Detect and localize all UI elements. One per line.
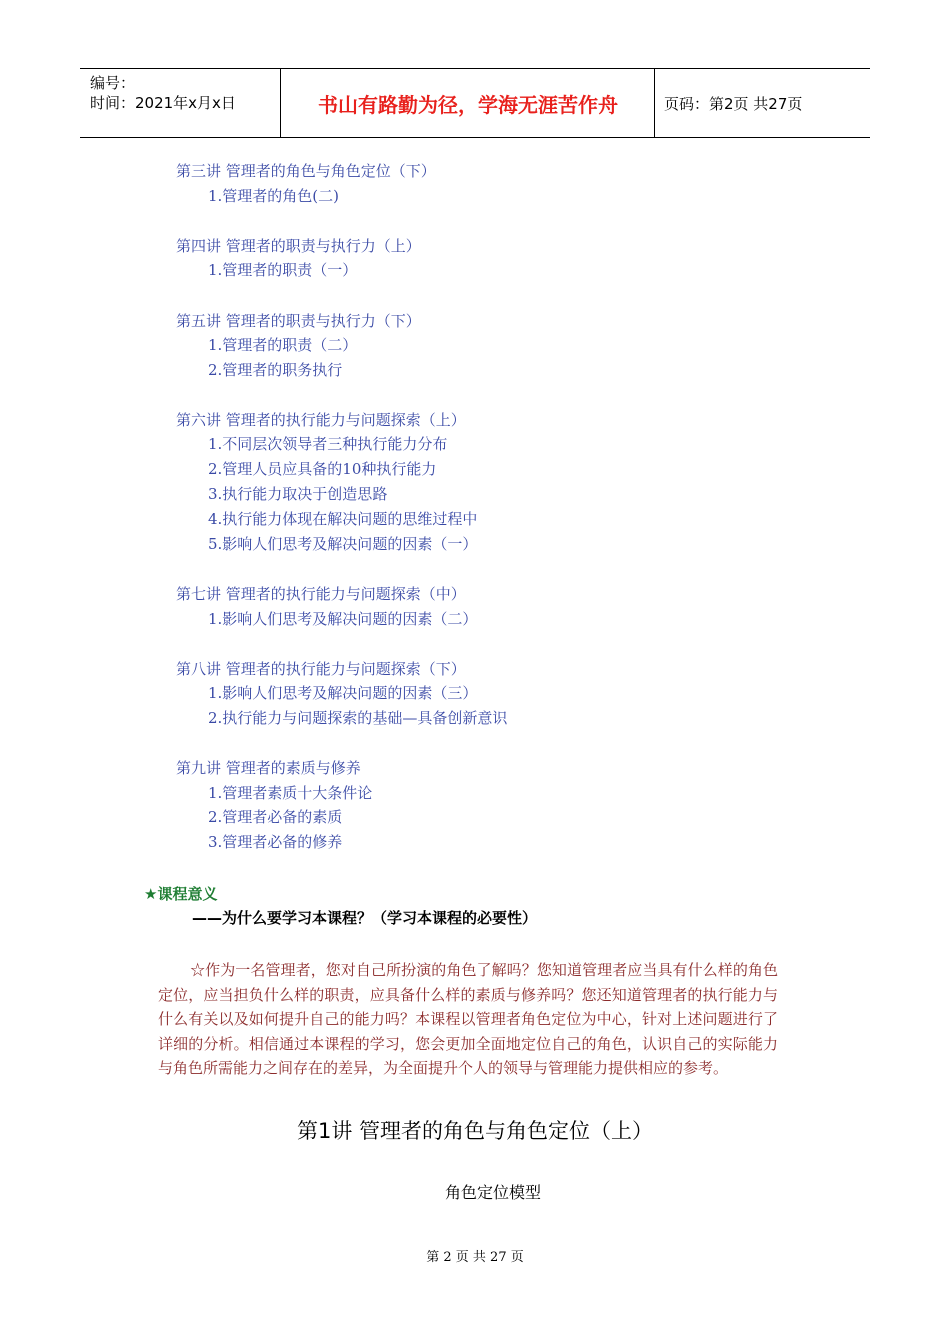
- lecture-item: 1.影响人们思考及解决问题的因素（二）: [208, 610, 478, 628]
- lecture-heading: 第三讲 管理者的角色与角色定位（下）: [176, 162, 436, 180]
- number-label: 编号：: [90, 74, 136, 92]
- significance-text: ☆作为一名管理者，您对自己所扮演的角色了解吗？您知道管理者应当具有什么样的角色定位，应当担负什么样的职责，应具备什么样的素质与修养吗？您还知道管理者的执行能力与什么有关以及如何提升自己的能力吗？本课程以管理者角色定位为中心，针对上述问题进行了详细的分析。相信通过本课程的学习，您会更加全面地定位自己的角色，认识自己的实际能力与角色所需能力之间存在的差异，为全面提升个人的领导与管理能力提供相应的参考。: [158, 961, 778, 1078]
- lecture-heading: 第四讲 管理者的职责与执行力（上）: [176, 237, 421, 255]
- significance-title: ★课程意义: [144, 885, 218, 903]
- page-footer: 第 2 页 共 27 页: [426, 1250, 524, 1265]
- page-header: [80, 68, 870, 138]
- lecture-item: 5.影响人们思考及解决问题的因素（一）: [208, 535, 478, 553]
- header-page-info: 页码：第2页 共27页: [664, 94, 803, 113]
- lecture-item: 3.执行能力取决于创造思路: [208, 485, 388, 503]
- header-meta: [90, 73, 236, 113]
- lecture-item: 1.管理者的职责（二）: [208, 336, 358, 354]
- lecture-item: 1.管理者的职责（一）: [208, 261, 358, 279]
- significance-paragraph: [158, 958, 778, 1081]
- header-motto: 书山有路勤为径，学海无涯苦作舟: [318, 92, 618, 117]
- lecture-heading: 第八讲 管理者的执行能力与问题探索（下）: [176, 660, 466, 678]
- lecture-item: 4.执行能力体现在解决问题的思维过程中: [208, 510, 478, 528]
- lecture-heading: 第六讲 管理者的执行能力与问题探索（上）: [176, 411, 466, 429]
- lecture-item: 3.管理者必备的修养: [208, 833, 343, 851]
- lecture-item: 2.管理者的职务执行: [208, 361, 343, 379]
- lecture-item: 1.影响人们思考及解决问题的因素（三）: [208, 684, 478, 702]
- lecture-item: 2.管理者必备的素质: [208, 808, 343, 826]
- model-title: 角色定位模型: [444, 1183, 541, 1202]
- lecture-item: 1.不同层次领导者三种执行能力分布: [208, 435, 448, 453]
- lecture-item: 2.执行能力与问题探索的基础—具备创新意识: [208, 709, 508, 727]
- lecture-heading: 第七讲 管理者的执行能力与问题探索（中）: [176, 585, 466, 603]
- lecture-title: 第1讲 管理者的角色与角色定位（上）: [296, 1119, 654, 1143]
- header-divider: [280, 69, 281, 137]
- lecture-item: 2.管理人员应具备的10种执行能力: [208, 460, 437, 478]
- header-divider: [654, 69, 655, 137]
- lecture-item: 1.管理者的角色(二): [208, 187, 340, 205]
- lecture-item: 1.管理者素质十大条件论: [208, 784, 373, 802]
- lecture-heading: 第九讲 管理者的素质与修养: [176, 759, 361, 777]
- significance-subtitle: ——为什么要学习本课程？（学习本课程的必要性）: [192, 909, 538, 927]
- time-label: 时间：2021年x月x日: [90, 94, 236, 112]
- lecture-heading: 第五讲 管理者的职责与执行力（下）: [176, 312, 421, 330]
